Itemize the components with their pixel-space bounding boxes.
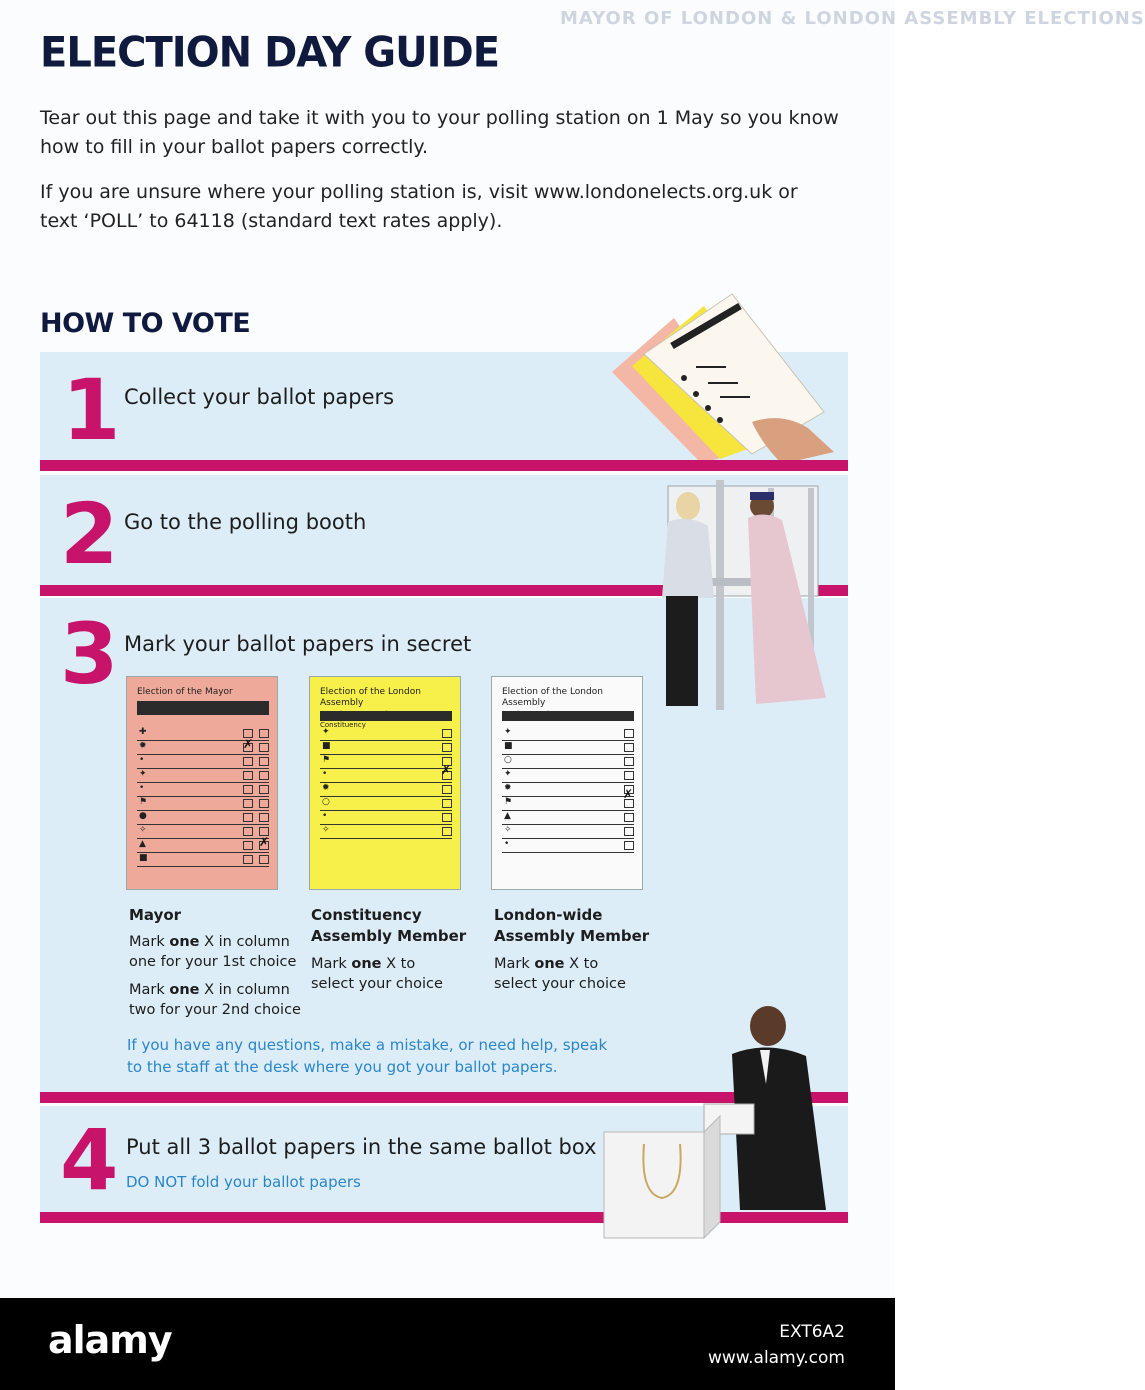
ballot-instruction-band — [137, 701, 269, 715]
constituency-instruction: Mark one X to select your choice — [311, 956, 443, 992]
step-2-text: Go to the polling booth — [124, 510, 367, 534]
x-mark: ✗ — [441, 763, 452, 777]
step-2-number: 2 — [60, 485, 119, 583]
ballot-instruction-band — [320, 711, 452, 721]
mayor-ballot-paper: Election of the Mayor ✚ ✹ • ✦ • ⚑ ● ✧ ▲ ■ ✗ ✗ — [126, 676, 278, 890]
watermark-code: EXT6A2 — [779, 1322, 845, 1342]
page-title: ELECTION DAY GUIDE — [40, 28, 500, 78]
watermark-site: www.alamy.com — [707, 1348, 845, 1368]
ballot-instruction-band — [502, 711, 634, 721]
x-mark: ✗ — [259, 835, 270, 849]
step-1-number: 1 — [62, 361, 121, 459]
london-wide-ballot-title: Election of the London Assembly — [502, 687, 603, 708]
step-4-note: DO NOT fold your ballot papers — [126, 1173, 361, 1191]
help-text: If you have any questions, make a mistake, or need help, speak to the staff at the desk where you got your ballot papers. — [127, 1036, 608, 1076]
watermark-logo: alamy — [48, 1318, 172, 1362]
polling-booth-illustration — [648, 478, 832, 716]
ballot-box-illustration — [600, 1004, 832, 1240]
mayor-instruction-1: Mark one X in column one for your 1st choice — [129, 934, 297, 970]
london-wide-ballot-paper: Election of the London Assembly ✦ ■ ○ ✦ ✹ ⚑ ▲ ✧ • ✗ — [491, 676, 643, 890]
mayor-ballot-title: Election of the Mayor — [137, 687, 233, 697]
x-mark: ✗ — [623, 787, 634, 801]
step-1-text: Collect your ballot papers — [124, 385, 395, 409]
step-4-number: 4 — [60, 1111, 119, 1209]
step-4-text: Put all 3 ballot papers in the same ballot box — [126, 1135, 597, 1159]
mayor-heading: Mayor — [129, 906, 182, 924]
show-through-text: MAYOR OF LONDON & LONDON ASSEMBLY ELECTIONS — [560, 8, 1145, 29]
intro-paragraph-1: Tear out this page and take it with you to your polling station on 1 May so you know how to fill in your ballot papers correctly. — [40, 107, 839, 158]
step-1-divider — [40, 460, 848, 471]
ballot-papers-hand-illustration — [612, 294, 834, 464]
mayor-instruction-2: Mark one X in column two for your 2nd choice — [129, 982, 301, 1018]
x-mark: ✗ — [243, 737, 254, 751]
how-to-vote-heading: HOW TO VOTE — [40, 308, 251, 339]
step-3-number: 3 — [60, 605, 119, 703]
constituency-heading: Constituency Assembly Member — [311, 906, 467, 945]
step-3-text: Mark your ballot papers in secret — [124, 632, 472, 656]
london-wide-instruction: Mark one X to select your choice — [494, 956, 626, 992]
constituency-ballot-title: Election of the London Assembly Constituency — [320, 687, 421, 729]
intro-paragraph-2: If you are unsure where your polling station is, visit www.londonelects.org.uk or text ‘POLL’ to 64118 (standard text rates apply). — [40, 181, 798, 232]
london-wide-heading: London-wide Assembly Member — [494, 906, 650, 945]
constituency-ballot-paper: Election of the London Assembly Constituency ✦ ■ ⚑ • ✹ ○ • ✧ ✗ — [309, 676, 461, 890]
